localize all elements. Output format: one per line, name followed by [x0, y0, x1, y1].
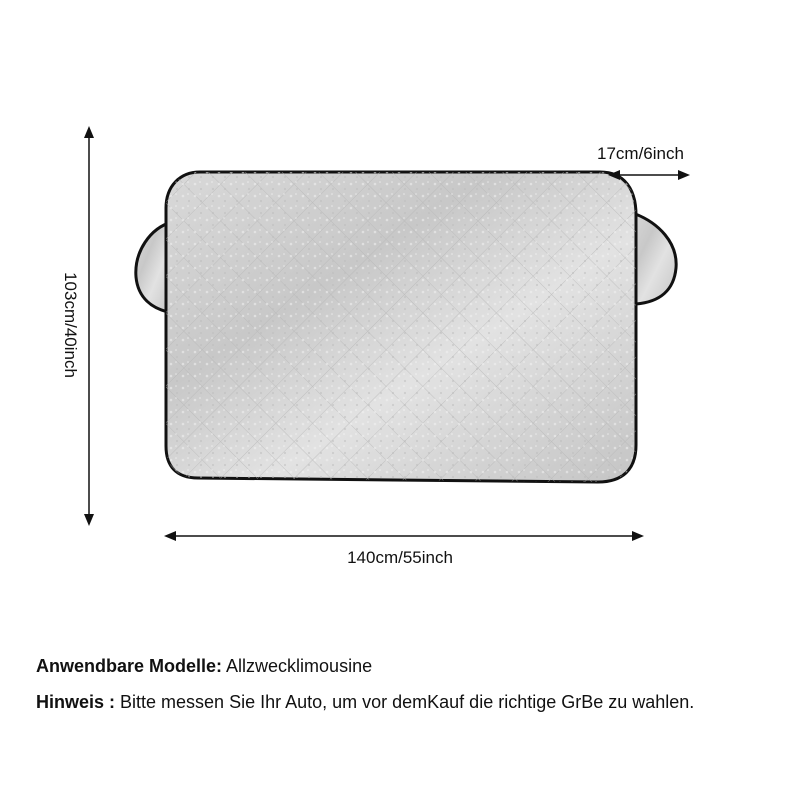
applicable-models-note	[36, 656, 372, 677]
sunshade-body	[166, 172, 636, 482]
flap-dimension-label: 17cm/6inch	[597, 144, 684, 163]
width-dimension-arrow	[164, 531, 644, 541]
hint-label: Hinweis :	[36, 692, 116, 712]
applicable-models-label: Anwendbare Modelle:	[36, 656, 223, 676]
height-dimension-label: 103cm/40inch	[61, 272, 80, 378]
width-dimension-label: 140cm/55inch	[347, 548, 453, 567]
height-dimension-arrow	[84, 126, 94, 526]
applicable-models-value: Allzwecklimousine	[222, 656, 373, 676]
hint-note	[36, 692, 694, 713]
hint-value: Bitte messen Sie Ihr Auto, um vor demKauf die richtige GrBe zu wahlen.	[115, 692, 695, 712]
